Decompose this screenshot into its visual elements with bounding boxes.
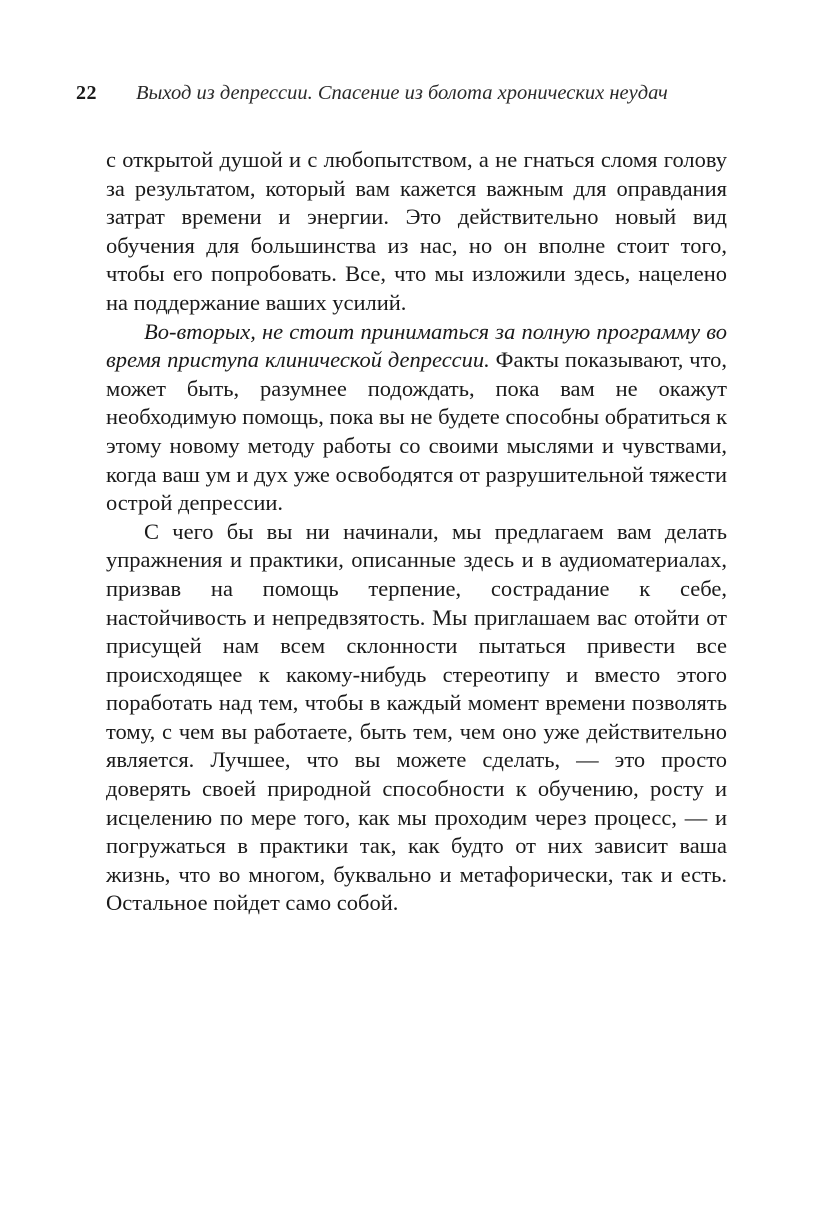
body-text [106,146,727,918]
paragraph-1-text: с открытой душой и с любопытством, а не гнаться сломя голову за результатом, который вам кажется важным для оправдания затрат времени и энергии. Это действительно новый вид обучения для большинства из нас, но он вполне стоит того, чтобы его попробовать. Все, что мы изложили здесь, нацелено на поддержание ваших усилий. [106,147,727,315]
paragraph-1 [106,146,727,318]
paragraph-2-text: Факты показывают, что, может быть, разумнее подождать, пока вам не окажут необходимую помощь, пока вы не будете способны обратиться к этому новому методу работы со своими мыслями и чувствами, когда ваш ум и дух уже освободятся от разрушительной тяжести острой депрессии. [106,347,727,516]
paragraph-3-text: С чего бы вы ни начинали, мы предлагаем вам делать упражнения и практики, описанные здесь и в аудиоматериалах, призвав на помощь терпение, сострадание к себе, настойчивость и непредвзятость. Мы приглашаем вас отойти от присущей нам всем склонности пытаться привести все происходящее к какому-нибудь стереотипу и вместо этого поработать над тем, чтобы в каждый момент времени позволять тому, с чем вы работаете, быть тем, чем оно уже действительно является. Лучшее, что вы можете сделать, — это просто доверять своей природной способности к обучению, росту и исцелению по мере того, как мы проходим через процесс, — и погружаться в практики так, как будто от них зависит ваша жизнь, что во многом, буквально и метафорически, так и есть. Остальное пойдет само собой. [106,518,727,916]
running-header [76,82,756,112]
paragraph-3 [106,518,727,918]
paragraph-2 [106,318,727,518]
page-number: 22 [76,82,97,104]
running-title: Выход из депрессии. Спасение из болота хронических неудач [136,82,668,104]
paragraph-2-emphasis: Во-вторых, не стоит приниматься за полную программу во время приступа клинической депрессии. [106,318,727,373]
